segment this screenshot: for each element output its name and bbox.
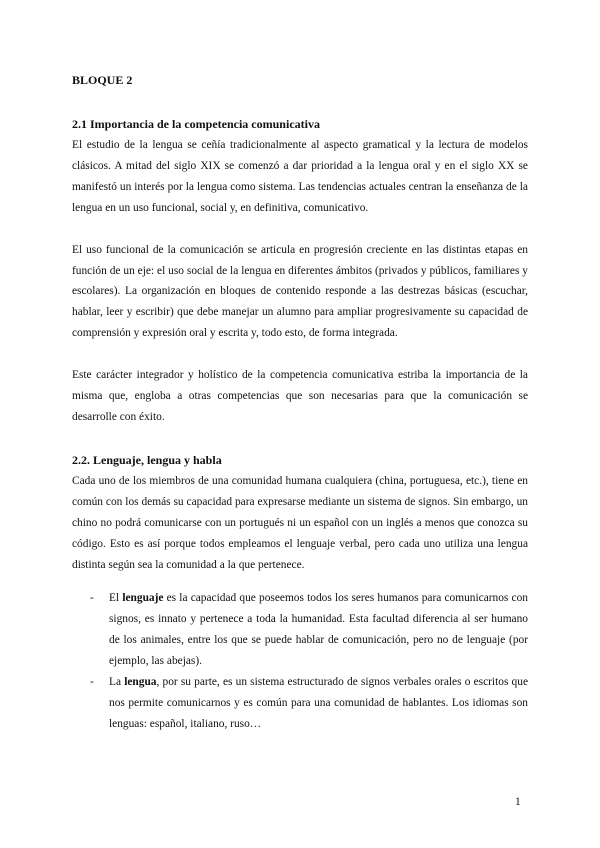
- paragraph: El uso funcional de la comunicación se articula en progresión creciente en las distintas etapas en función de un eje: el uso social de la lengua en diferentes ámbitos (privados y públicos, familiares y escolares). La organización en bloques de contenido responde a las destrezas básicas (escuchar, hablar, leer y escribir) que debe manejar un alumno para ampliar progresivamente su capacidad de comprensión y expresión oral y escrita y, todo esto, de forma integrada.: [72, 243, 528, 340]
- paragraph: El estudio de la lengua se ceñía tradicionalmente al aspecto gramatical y la lectura de modelos clásicos. A mitad del siglo XIX se comenzó a dar prioridad a la lengua oral y en el siglo XX se manifestó un interés por la lengua como sistema. Las tendencias actuales centran la enseñanza de la lengua en un uso funcional, social y, en definitiva, comunicativo.: [72, 139, 528, 214]
- list-item-intro: La: [109, 676, 125, 689]
- dash-bullet: -: [90, 676, 94, 689]
- section-heading-lenguaje: 2.2. Lenguaje, lengua y habla: [72, 452, 222, 467]
- list-item-text: es la capacidad que poseemos todos los seres humanos para comunicarnos con signos, es innato y pertenece a toda la humanidad. Esta facultad diferencia al ser humano de los animales, entre los que se puede hablar de comunicación, pero no de lenguaje (por ejemplo, las abejas).: [109, 592, 528, 668]
- term-lengua: lengua: [124, 676, 157, 689]
- list-item: [72, 588, 528, 672]
- definition-list: [72, 588, 528, 734]
- paragraph: Este carácter integrador y holístico de la competencia comunicativa estriba la importancia de la misma que, engloba a otras competencias que son necesarias para que la comunicación se desarrolle con éxito.: [72, 369, 528, 423]
- list-item-intro: El: [109, 592, 123, 605]
- document-page: [72, 70, 528, 735]
- term-lenguaje: lenguaje: [122, 592, 164, 605]
- dash-bullet: -: [90, 592, 94, 605]
- page-number: 1: [515, 796, 521, 808]
- paragraph: Cada uno de los miembros de una comunidad humana cualquiera (china, portuguesa, etc.), tiene en común con los demás su capacidad para expresarse mediante un sistema de signos. Sin embargo, un chino no podrá comunicarse con un portugués ni un español con un inglés a menos que conozca su código. Esto es así porque todos empleamos el lenguaje verbal, pero cada uno utiliza una lengua distinta según sea la comunidad a la que pertenece.: [72, 474, 528, 571]
- block-title: BLOQUE 2: [72, 73, 133, 87]
- section-heading-competencia: 2.1 Importancia de la competencia comunicativa: [72, 117, 320, 131]
- list-item: [72, 672, 528, 735]
- list-item-text: , por su parte, es un sistema estructurado de signos verbales orales o escritos que nos permite comunicarnos y es común para una comunidad de hablantes. Los idiomas son lenguas: español, italiano, ruso…: [109, 676, 528, 730]
